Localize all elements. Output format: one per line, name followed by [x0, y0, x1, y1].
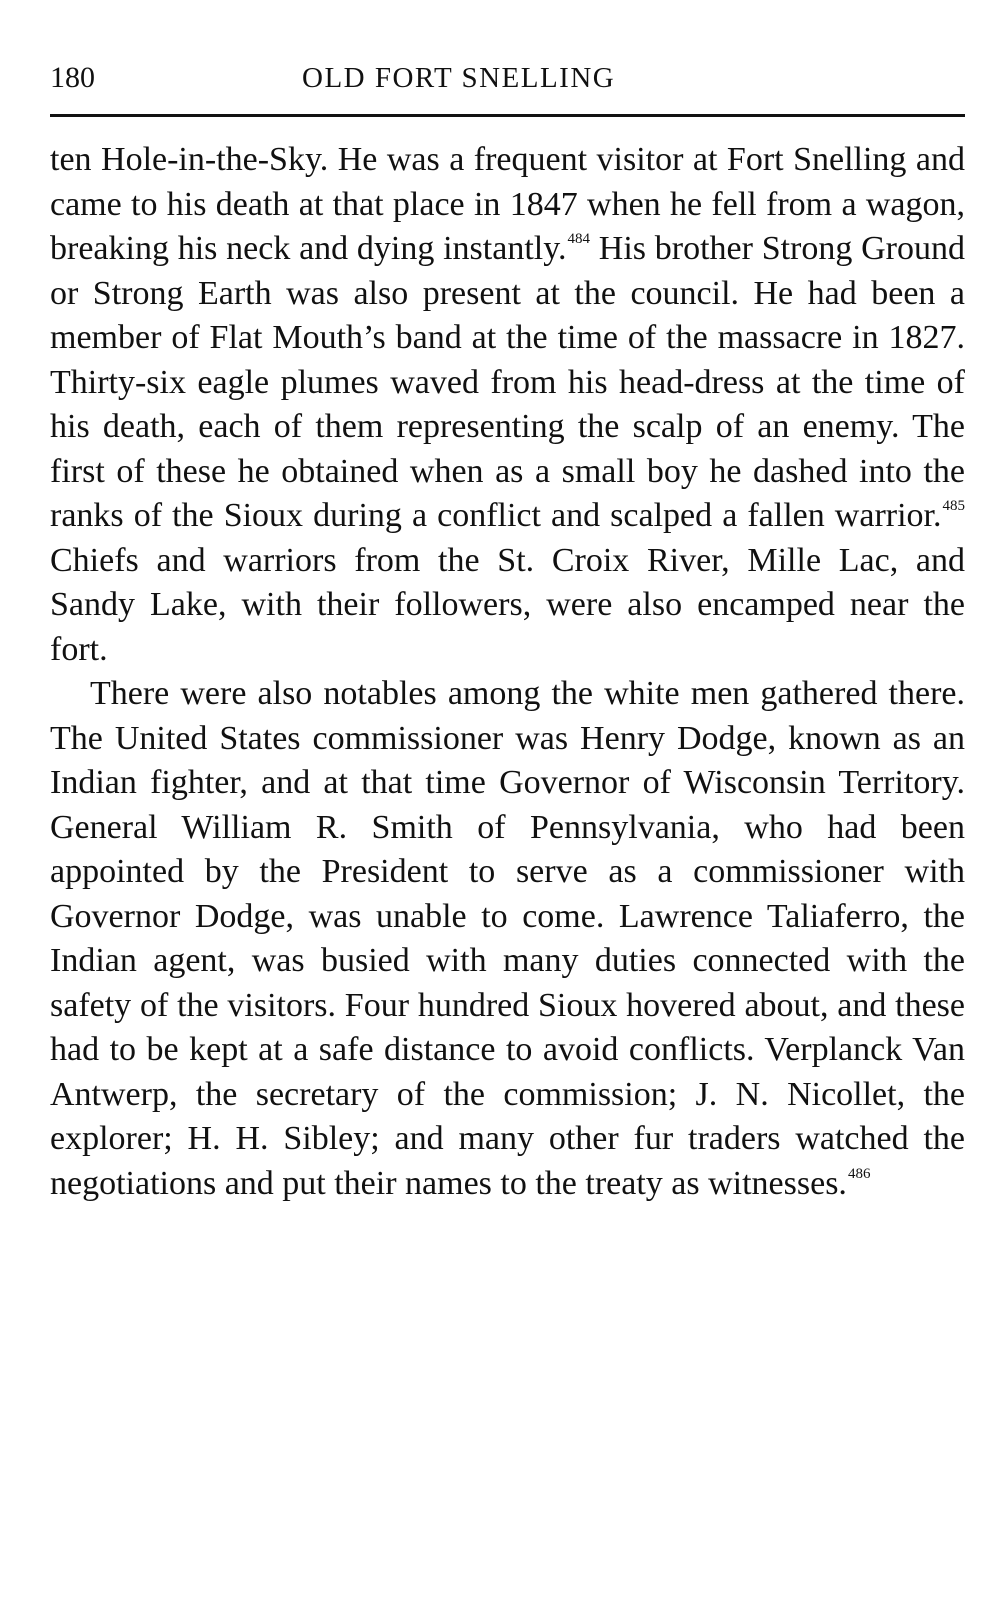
book-page — [50, 0, 965, 1605]
paragraph-text: ten Hole-in-the-Sky. He was a frequent visitor at Fort Snelling and came to his death at that place in 1847 when he fell from a wagon, breaking his neck and dying instantly. — [50, 141, 965, 267]
paragraph-text: His brother Strong Ground or Strong Earth was also present at the council. He had been a member of Flat Mouth’s band at the time of the massacre in 1827. Thirty-six eagle plumes waved from his head-dress at the time of his death, each of them representing the scalp of an enemy. The first of these he obtained when as a small boy he dashed into the ranks of the Sioux during a conflict and scalped a fallen warrior. — [50, 230, 965, 534]
paragraph-text: There were also notables among the white men gathered there. The United States commissioner was Henry Dodge, known as an Indian fighter, and at that time Governor of Wisconsin Territory. General William R. Smith of Pennsylvania, who had been appointed by the President to serve as a commissioner with Governor Dodge, was unable to come. Lawrence Taliaferro, the Indian agent, was busied with many duties connected with the safety of the visitors. Four hundred Sioux hovered about, and these had to be kept at a safe distance to avoid conflicts. Verplanck Van Antwerp, the secretary of the commission; J. N. Nicollet, the explorer; H. H. Sibley; and many other fur traders watched the negotiations and put their names to the treaty as witnesses. — [50, 675, 965, 1202]
page-header — [50, 58, 965, 98]
paragraph-text: Chiefs and warriors from the St. Croix River, Mille Lac, and Sandy Lake, with their followers, were also encamped near the fort. — [50, 541, 965, 668]
body-text — [50, 138, 965, 1206]
footnote-reference: 484 — [567, 231, 591, 247]
footnote-reference: 485 — [942, 498, 965, 514]
footnote-reference: 486 — [847, 1165, 871, 1182]
paragraph — [50, 672, 965, 1206]
page-number: 180 — [50, 61, 95, 94]
running-title: OLD FORT SNELLING — [302, 62, 616, 94]
paragraph — [50, 138, 965, 672]
header-rule — [50, 114, 965, 117]
